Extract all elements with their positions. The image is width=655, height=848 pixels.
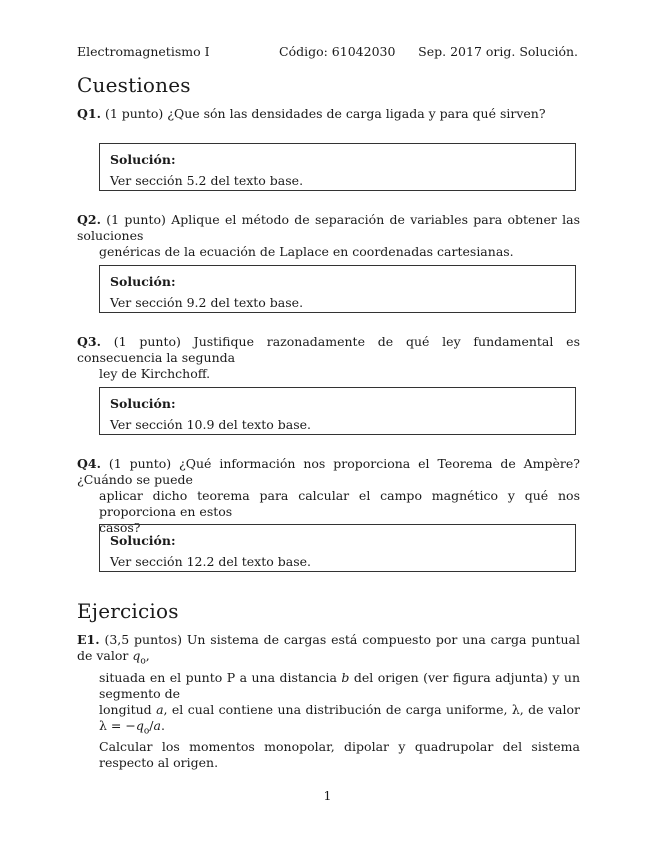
math-var-q: q bbox=[132, 648, 141, 663]
question-text: (1 punto) Aplique el método de separación de variables para obtener las soluciones bbox=[77, 212, 580, 243]
solution-body: Ver sección 12.2 del texto base. bbox=[110, 554, 311, 569]
solution-title: Solución: bbox=[110, 274, 176, 289]
header-code: Código: 61042030 bbox=[279, 44, 396, 59]
exercise-text: situada en el punto P a una distancia bbox=[99, 669, 342, 685]
exercise-e1 bbox=[77, 632, 580, 771]
page-number: 1 bbox=[323, 788, 332, 803]
section-title-cuestiones: Cuestiones bbox=[77, 73, 191, 97]
question-text: (1 punto) ¿Qué información nos proporciona el Teorema de Ampère? ¿Cuándo se puede bbox=[77, 456, 580, 487]
solution-title: Solución: bbox=[110, 533, 176, 548]
header-session: Sep. 2017 orig. Solución. bbox=[418, 44, 578, 59]
solution-title: Solución: bbox=[110, 396, 176, 411]
question-number: Q2. bbox=[77, 212, 101, 227]
exercise-text: , el cual contiene una distribución de carga uniforme, λ, de valor λ = − bbox=[99, 701, 580, 733]
question-text-continued: genéricas de la ecuación de Laplace en coordenadas cartesianas. bbox=[99, 244, 514, 259]
header-course: Electromagnetismo I bbox=[77, 44, 210, 59]
math-var-a: a bbox=[153, 717, 161, 733]
solution-body: Ver sección 5.2 del texto base. bbox=[110, 173, 304, 188]
question-text: (1 punto) ¿Que són las densidades de carga ligada y para qué sirven? bbox=[104, 106, 546, 121]
question-number: Q1. bbox=[77, 106, 101, 121]
solution-title: Solución: bbox=[110, 152, 176, 167]
solution-body: Ver sección 9.2 del texto base. bbox=[110, 295, 304, 310]
math-var-b: b bbox=[341, 669, 350, 685]
section-title-ejercicios: Ejercicios bbox=[77, 599, 179, 623]
solution-box-q2 bbox=[99, 265, 576, 313]
question-text-continued: aplicar dicho teorema para calcular el campo magnético y qué nos proporciona en estos bbox=[99, 488, 580, 519]
math-var-q: q bbox=[135, 717, 144, 733]
exercise-text: , bbox=[145, 648, 150, 663]
question-text-continued: casos? bbox=[99, 520, 141, 535]
exercise-text-continued bbox=[77, 702, 580, 740]
solution-box-q4 bbox=[99, 524, 576, 572]
question-text: (1 punto) Justifique razonadamente de qué ley fundamental es consecuencia la segunda bbox=[77, 334, 580, 365]
solution-box-q3 bbox=[99, 387, 576, 435]
math-sub-o: o bbox=[143, 726, 150, 736]
question-number: Q3. bbox=[77, 334, 101, 349]
question-q2 bbox=[77, 212, 580, 260]
exercise-text: (3,5 puntos) Un sistema de cargas está compuesto por una carga puntual de valor bbox=[77, 632, 580, 663]
exercise-text-continued bbox=[77, 670, 580, 702]
solution-body: Ver sección 10.9 del texto base. bbox=[110, 417, 311, 432]
exercise-text: . bbox=[160, 717, 165, 733]
math-var-a: a bbox=[156, 701, 164, 717]
exercise-text: longitud bbox=[99, 701, 157, 717]
question-text-continued: ley de Kirchchoff. bbox=[99, 366, 211, 381]
question-number: Q4. bbox=[77, 456, 101, 471]
exercise-number: E1. bbox=[77, 632, 100, 647]
exercise-text: / bbox=[149, 717, 154, 733]
question-q3 bbox=[77, 334, 580, 382]
solution-box-q1 bbox=[99, 143, 576, 191]
question-q1 bbox=[77, 106, 580, 122]
exercise-text-continued: Calcular los momentos monopolar, dipolar y quadrupolar del sistema respecto al origen. bbox=[99, 739, 580, 770]
exercise-text: del origen (ver figura adjunta) y un segmento de bbox=[99, 669, 580, 701]
math-sub-o: o bbox=[140, 656, 146, 667]
